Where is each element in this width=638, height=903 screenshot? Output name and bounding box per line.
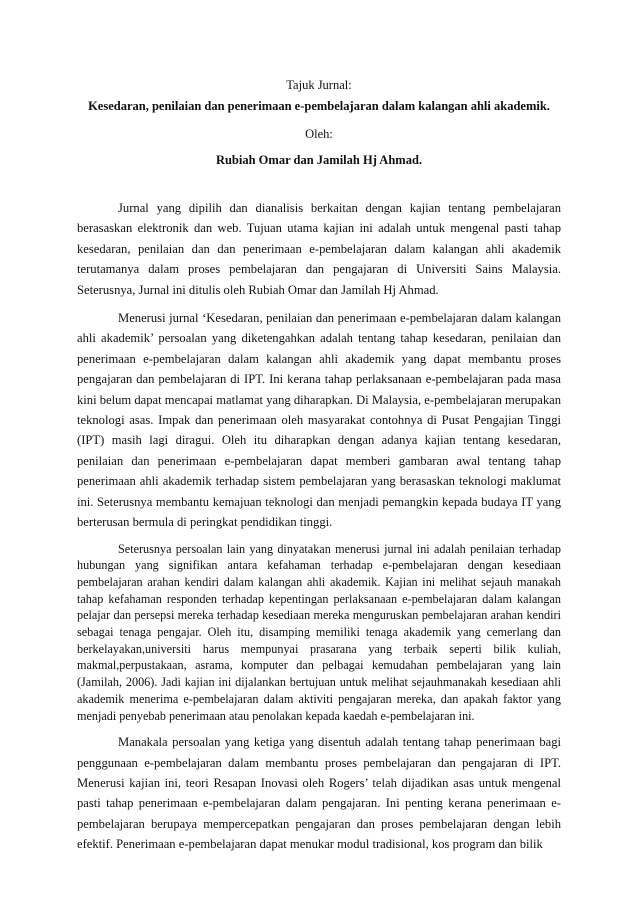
author-label: Oleh: [305, 127, 333, 141]
journal-label: Tajuk Jurnal: [286, 78, 352, 92]
paragraph-3: Seterusnya persoalan lain yang dinyatakan menerusi jurnal ini adalah penilaian terhadap hubungan yang signifikan antara kefahaman terhadap e-pembelajaran dengan kesediaan pembelajaran arahan kendiri dalam kalangan ahli akademik. Kajian ini melihat sejauh manakah tahap kefahaman responden terhadap kepentingan perlaksanaan e-pembelajaran dalam kalangan pelajar dan persepsi mereka terhadap kesediaan mereka menguruskan pembelajaran arahan kendiri sebagai tenaga pengajar. Oleh itu, disamping memiliki tenaga akademik yang cemerlang dan berkelayakan,universiti harus mempunyai prasarana yang terbaik seperti bilik kuliah, makmal,perpustakaan, asrama, komputer dan pelbagai kemudahan pembelajaran yang lain (Jamilah, 2006). Jadi kajian ini dijalankan bertujuan untuk melihat sejauhmanakah kesediaan ahli akademik menerima e-pembelajaran dalam aktiviti pengajaran mereka, dan apakah faktor yang menjadi penyebab penerimaan atau penolakan kepada kaedah e-pembelajaran ini. [77, 541, 561, 723]
paragraph-4: Manakala persoalan yang ketiga yang disentuh adalah tentang tahap penerimaan bagi penggunaan e-pembelajaran dalam membantu proses pembelajaran dan pengajaran di IPT. Menerusi kajian ini, teori Resapan Inovasi oleh Rogers’ telah dijadikan asas untuk mengenal pasti tahap penerimaan e-pembelajaran dalam pengajaran. Ini penting kerana penerimaan e-pembelajaran berupaya mempercepatkan pengajaran dan proses pembelajaran dengan lebih efektif. Penerimaan e-pembelajaran dapat menukar modul tradisional, kos program dan bilik [77, 735, 561, 852]
authors: Rubiah Omar dan Jamilah Hj Ahmad. [215, 153, 423, 167]
journal-title: Kesedaran, penilaian dan penerimaan e-pembelajaran dalam kalangan ahli akademik. [88, 99, 550, 113]
document-body [77, 198, 561, 863]
paragraph-1: Jurnal yang dipilih dan dianalisis berkaitan dengan kajian tentang pembelajaran berasaskan elektronik dan web. Tujuan utama kajian ini adalah untuk mengenal pasti tahap kesedaran, penilaian dan dan penerimaan e-pembelajaran dalam kalangan ahli akademik terutamanya dalam proses pembelajaran dan pengajaran di Universiti Sains Malaysia. Seterusnya, Jurnal ini ditulis oleh Rubiah Omar dan Jamilah Hj Ahmad. [77, 201, 561, 297]
paragraph-2: Menerusi jurnal ‘Kesedaran, penilaian dan penerimaan e-pembelajaran dalam kalangan ahli akademik’ persoalan yang diketengahkan adalah tentang tahap kesedaran, penilaian dan penerimaan e-pembelajaran dalam kalangan ahli akademik yang dapat membantu proses pengajaran dan pembelajaran di IPT. Ini kerana tahap perlaksanaan e-pembelajaran pada masa kini belum dapat mencapai matlamat yang diharapkan. Di Malaysia, e-pembelajaran merupakan teknologi asas. Impak dan penerimaan oleh masyarakat contohnya di Pusat Pengajian Tinggi (IPT) masih lagi diragui. Oleh itu diharapkan dengan adanya kajian tentang kesedaran, penilaian dan penerimaan e-pembelajaran dapat memberi gambaran awal tentang tahap penerimaan ahli akademik terhadap sistem pembelajaran yang berasaskan teknologi maklumat ini. Seterusnya membantu kemajuan teknologi dan menjadi pemangkin kepada budaya IT yang berterusan bermula di peringkat pendidikan tinggi. [77, 311, 561, 530]
